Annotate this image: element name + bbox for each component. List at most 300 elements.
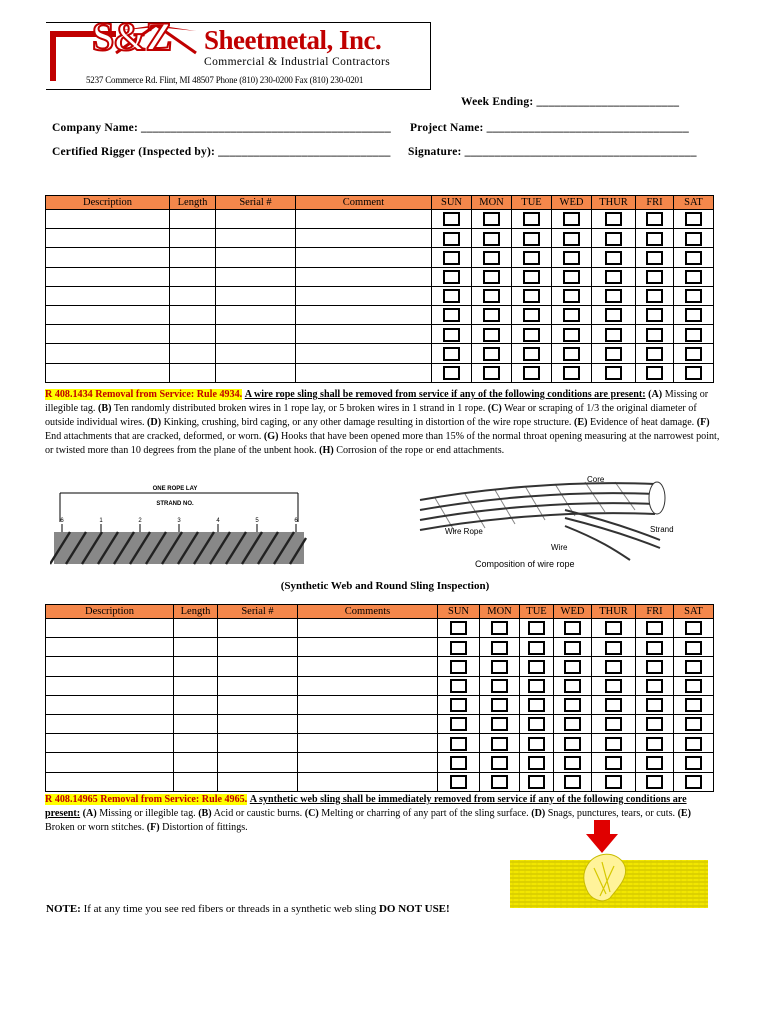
- day-checkbox[interactable]: [528, 698, 545, 712]
- day-check-cell[interactable]: [552, 305, 592, 324]
- day-checkbox[interactable]: [523, 289, 540, 303]
- day-checkbox[interactable]: [563, 251, 580, 265]
- day-check-cell[interactable]: [592, 286, 636, 305]
- day-check-cell[interactable]: [674, 267, 714, 286]
- entry-cell[interactable]: [46, 286, 170, 305]
- day-checkbox[interactable]: [605, 251, 622, 265]
- day-check-cell[interactable]: [636, 267, 674, 286]
- day-check-cell[interactable]: [512, 229, 552, 248]
- entry-cell[interactable]: [218, 695, 298, 714]
- entry-cell[interactable]: [216, 248, 296, 267]
- day-check-cell[interactable]: [520, 772, 554, 791]
- day-checkbox[interactable]: [563, 308, 580, 322]
- entry-cell[interactable]: [296, 344, 432, 363]
- day-checkbox[interactable]: [605, 621, 622, 635]
- day-checkbox[interactable]: [563, 347, 580, 361]
- day-check-cell[interactable]: [674, 325, 714, 344]
- day-checkbox[interactable]: [646, 308, 663, 322]
- day-checkbox[interactable]: [443, 251, 460, 265]
- day-check-cell[interactable]: [554, 638, 592, 657]
- day-check-cell[interactable]: [552, 267, 592, 286]
- day-check-cell[interactable]: [592, 210, 636, 229]
- day-checkbox[interactable]: [564, 679, 581, 693]
- day-check-cell[interactable]: [438, 753, 480, 772]
- day-check-cell[interactable]: [636, 344, 674, 363]
- day-checkbox[interactable]: [646, 621, 663, 635]
- entry-cell[interactable]: [174, 619, 218, 638]
- day-checkbox[interactable]: [528, 717, 545, 731]
- entry-cell[interactable]: [46, 363, 170, 382]
- day-checkbox[interactable]: [443, 212, 460, 226]
- day-checkbox[interactable]: [450, 756, 467, 770]
- day-check-cell[interactable]: [592, 344, 636, 363]
- entry-cell[interactable]: [216, 363, 296, 382]
- day-check-cell[interactable]: [554, 695, 592, 714]
- day-checkbox[interactable]: [491, 641, 508, 655]
- entry-cell[interactable]: [218, 638, 298, 657]
- day-check-cell[interactable]: [480, 676, 520, 695]
- day-checkbox[interactable]: [450, 717, 467, 731]
- entry-cell[interactable]: [46, 753, 174, 772]
- day-check-cell[interactable]: [520, 695, 554, 714]
- day-checkbox[interactable]: [523, 347, 540, 361]
- day-check-cell[interactable]: [592, 638, 636, 657]
- day-check-cell[interactable]: [636, 772, 674, 791]
- day-check-cell[interactable]: [674, 695, 714, 714]
- day-checkbox[interactable]: [491, 717, 508, 731]
- day-checkbox[interactable]: [564, 737, 581, 751]
- entry-cell[interactable]: [298, 714, 438, 733]
- day-check-cell[interactable]: [438, 714, 480, 733]
- day-check-cell[interactable]: [592, 267, 636, 286]
- day-check-cell[interactable]: [432, 267, 472, 286]
- day-check-cell[interactable]: [592, 325, 636, 344]
- day-checkbox[interactable]: [450, 775, 467, 789]
- day-checkbox[interactable]: [685, 621, 702, 635]
- day-check-cell[interactable]: [592, 248, 636, 267]
- day-check-cell[interactable]: [554, 753, 592, 772]
- day-checkbox[interactable]: [450, 679, 467, 693]
- day-checkbox[interactable]: [523, 232, 540, 246]
- entry-cell[interactable]: [46, 676, 174, 695]
- day-check-cell[interactable]: [636, 229, 674, 248]
- company-name-field[interactable]: Company Name: __________________________________________: [52, 122, 391, 134]
- day-checkbox[interactable]: [528, 679, 545, 693]
- day-checkbox[interactable]: [491, 698, 508, 712]
- day-check-cell[interactable]: [674, 363, 714, 382]
- day-check-cell[interactable]: [636, 286, 674, 305]
- day-checkbox[interactable]: [483, 232, 500, 246]
- entry-cell[interactable]: [170, 267, 216, 286]
- day-checkbox[interactable]: [646, 270, 663, 284]
- day-checkbox[interactable]: [450, 737, 467, 751]
- day-checkbox[interactable]: [491, 621, 508, 635]
- day-check-cell[interactable]: [520, 638, 554, 657]
- day-check-cell[interactable]: [520, 734, 554, 753]
- day-checkbox[interactable]: [605, 737, 622, 751]
- day-check-cell[interactable]: [592, 676, 636, 695]
- day-checkbox[interactable]: [646, 756, 663, 770]
- day-checkbox[interactable]: [564, 775, 581, 789]
- day-check-cell[interactable]: [480, 619, 520, 638]
- entry-cell[interactable]: [218, 676, 298, 695]
- day-checkbox[interactable]: [685, 251, 702, 265]
- entry-cell[interactable]: [46, 267, 170, 286]
- day-checkbox[interactable]: [646, 232, 663, 246]
- day-check-cell[interactable]: [512, 286, 552, 305]
- day-check-cell[interactable]: [520, 753, 554, 772]
- day-checkbox[interactable]: [685, 717, 702, 731]
- day-checkbox[interactable]: [685, 756, 702, 770]
- day-checkbox[interactable]: [646, 641, 663, 655]
- day-checkbox[interactable]: [685, 641, 702, 655]
- entry-cell[interactable]: [170, 286, 216, 305]
- day-checkbox[interactable]: [523, 251, 540, 265]
- day-check-cell[interactable]: [472, 248, 512, 267]
- day-check-cell[interactable]: [438, 619, 480, 638]
- day-check-cell[interactable]: [674, 753, 714, 772]
- day-check-cell[interactable]: [636, 619, 674, 638]
- entry-cell[interactable]: [218, 714, 298, 733]
- day-check-cell[interactable]: [636, 695, 674, 714]
- day-check-cell[interactable]: [512, 344, 552, 363]
- day-checkbox[interactable]: [685, 289, 702, 303]
- entry-cell[interactable]: [46, 325, 170, 344]
- day-check-cell[interactable]: [554, 676, 592, 695]
- entry-cell[interactable]: [174, 714, 218, 733]
- day-checkbox[interactable]: [563, 232, 580, 246]
- day-check-cell[interactable]: [520, 657, 554, 676]
- day-checkbox[interactable]: [563, 289, 580, 303]
- day-check-cell[interactable]: [438, 676, 480, 695]
- day-checkbox[interactable]: [685, 212, 702, 226]
- day-checkbox[interactable]: [564, 660, 581, 674]
- day-checkbox[interactable]: [443, 270, 460, 284]
- day-checkbox[interactable]: [646, 251, 663, 265]
- day-checkbox[interactable]: [605, 698, 622, 712]
- entry-cell[interactable]: [46, 657, 174, 676]
- day-check-cell[interactable]: [636, 210, 674, 229]
- day-checkbox[interactable]: [646, 289, 663, 303]
- entry-cell[interactable]: [46, 305, 170, 324]
- day-checkbox[interactable]: [605, 270, 622, 284]
- day-checkbox[interactable]: [443, 308, 460, 322]
- day-check-cell[interactable]: [480, 657, 520, 676]
- day-check-cell[interactable]: [552, 344, 592, 363]
- day-checkbox[interactable]: [443, 366, 460, 380]
- entry-cell[interactable]: [170, 248, 216, 267]
- day-checkbox[interactable]: [491, 756, 508, 770]
- day-checkbox[interactable]: [646, 737, 663, 751]
- day-check-cell[interactable]: [674, 657, 714, 676]
- day-check-cell[interactable]: [636, 753, 674, 772]
- entry-cell[interactable]: [46, 734, 174, 753]
- entry-cell[interactable]: [216, 286, 296, 305]
- day-check-cell[interactable]: [592, 305, 636, 324]
- day-check-cell[interactable]: [592, 753, 636, 772]
- entry-cell[interactable]: [174, 734, 218, 753]
- day-check-cell[interactable]: [480, 638, 520, 657]
- entry-cell[interactable]: [216, 344, 296, 363]
- entry-cell[interactable]: [46, 638, 174, 657]
- entry-cell[interactable]: [46, 714, 174, 733]
- day-check-cell[interactable]: [472, 210, 512, 229]
- day-check-cell[interactable]: [472, 305, 512, 324]
- day-check-cell[interactable]: [438, 734, 480, 753]
- day-check-cell[interactable]: [432, 286, 472, 305]
- entry-cell[interactable]: [216, 229, 296, 248]
- day-checkbox[interactable]: [523, 366, 540, 380]
- day-checkbox[interactable]: [646, 660, 663, 674]
- day-checkbox[interactable]: [605, 717, 622, 731]
- entry-cell[interactable]: [296, 229, 432, 248]
- entry-cell[interactable]: [170, 344, 216, 363]
- entry-cell[interactable]: [218, 772, 298, 791]
- day-checkbox[interactable]: [563, 270, 580, 284]
- day-checkbox[interactable]: [528, 660, 545, 674]
- day-check-cell[interactable]: [472, 344, 512, 363]
- day-check-cell[interactable]: [512, 325, 552, 344]
- day-check-cell[interactable]: [554, 772, 592, 791]
- day-check-cell[interactable]: [636, 714, 674, 733]
- day-checkbox[interactable]: [685, 328, 702, 342]
- day-checkbox[interactable]: [483, 289, 500, 303]
- day-check-cell[interactable]: [480, 695, 520, 714]
- day-check-cell[interactable]: [438, 638, 480, 657]
- day-checkbox[interactable]: [491, 679, 508, 693]
- day-check-cell[interactable]: [636, 734, 674, 753]
- day-checkbox[interactable]: [483, 270, 500, 284]
- day-check-cell[interactable]: [636, 657, 674, 676]
- day-check-cell[interactable]: [552, 363, 592, 382]
- day-checkbox[interactable]: [443, 232, 460, 246]
- day-check-cell[interactable]: [512, 267, 552, 286]
- day-check-cell[interactable]: [674, 229, 714, 248]
- entry-cell[interactable]: [296, 248, 432, 267]
- day-checkbox[interactable]: [491, 775, 508, 789]
- day-check-cell[interactable]: [472, 267, 512, 286]
- day-check-cell[interactable]: [554, 657, 592, 676]
- day-check-cell[interactable]: [674, 638, 714, 657]
- day-checkbox[interactable]: [685, 232, 702, 246]
- day-checkbox[interactable]: [605, 347, 622, 361]
- day-checkbox[interactable]: [605, 756, 622, 770]
- day-checkbox[interactable]: [605, 232, 622, 246]
- day-checkbox[interactable]: [523, 212, 540, 226]
- day-check-cell[interactable]: [512, 210, 552, 229]
- entry-cell[interactable]: [298, 695, 438, 714]
- day-checkbox[interactable]: [523, 328, 540, 342]
- day-check-cell[interactable]: [520, 619, 554, 638]
- day-checkbox[interactable]: [685, 660, 702, 674]
- day-checkbox[interactable]: [564, 717, 581, 731]
- day-check-cell[interactable]: [592, 363, 636, 382]
- entry-cell[interactable]: [296, 305, 432, 324]
- day-checkbox[interactable]: [528, 737, 545, 751]
- day-check-cell[interactable]: [674, 714, 714, 733]
- entry-cell[interactable]: [216, 325, 296, 344]
- day-check-cell[interactable]: [552, 286, 592, 305]
- entry-cell[interactable]: [46, 344, 170, 363]
- entry-cell[interactable]: [218, 734, 298, 753]
- day-check-cell[interactable]: [592, 734, 636, 753]
- day-checkbox[interactable]: [605, 366, 622, 380]
- day-check-cell[interactable]: [432, 363, 472, 382]
- entry-cell[interactable]: [218, 657, 298, 676]
- day-checkbox[interactable]: [450, 641, 467, 655]
- day-check-cell[interactable]: [636, 363, 674, 382]
- signature-field[interactable]: Signature: _______________________________________: [408, 146, 697, 158]
- entry-cell[interactable]: [298, 638, 438, 657]
- entry-cell[interactable]: [298, 619, 438, 638]
- day-checkbox[interactable]: [564, 698, 581, 712]
- entry-cell[interactable]: [298, 772, 438, 791]
- entry-cell[interactable]: [46, 695, 174, 714]
- day-check-cell[interactable]: [438, 772, 480, 791]
- entry-cell[interactable]: [174, 695, 218, 714]
- day-checkbox[interactable]: [605, 679, 622, 693]
- day-checkbox[interactable]: [563, 212, 580, 226]
- entry-cell[interactable]: [296, 210, 432, 229]
- day-checkbox[interactable]: [528, 775, 545, 789]
- entry-cell[interactable]: [46, 229, 170, 248]
- entry-cell[interactable]: [218, 619, 298, 638]
- day-check-cell[interactable]: [674, 210, 714, 229]
- day-checkbox[interactable]: [563, 366, 580, 380]
- day-checkbox[interactable]: [646, 698, 663, 712]
- day-checkbox[interactable]: [605, 660, 622, 674]
- entry-cell[interactable]: [170, 325, 216, 344]
- day-checkbox[interactable]: [483, 251, 500, 265]
- day-check-cell[interactable]: [592, 714, 636, 733]
- day-check-cell[interactable]: [592, 772, 636, 791]
- day-checkbox[interactable]: [685, 698, 702, 712]
- day-check-cell[interactable]: [674, 248, 714, 267]
- day-checkbox[interactable]: [646, 366, 663, 380]
- day-checkbox[interactable]: [646, 775, 663, 789]
- day-check-cell[interactable]: [432, 210, 472, 229]
- day-checkbox[interactable]: [685, 679, 702, 693]
- entry-cell[interactable]: [296, 363, 432, 382]
- entry-cell[interactable]: [298, 657, 438, 676]
- day-check-cell[interactable]: [636, 676, 674, 695]
- entry-cell[interactable]: [298, 676, 438, 695]
- day-checkbox[interactable]: [605, 641, 622, 655]
- day-check-cell[interactable]: [472, 286, 512, 305]
- entry-cell[interactable]: [46, 210, 170, 229]
- day-checkbox[interactable]: [523, 270, 540, 284]
- entry-cell[interactable]: [296, 325, 432, 344]
- day-checkbox[interactable]: [491, 660, 508, 674]
- entry-cell[interactable]: [298, 734, 438, 753]
- day-checkbox[interactable]: [483, 347, 500, 361]
- entry-cell[interactable]: [170, 363, 216, 382]
- day-check-cell[interactable]: [674, 344, 714, 363]
- day-checkbox[interactable]: [483, 328, 500, 342]
- entry-cell[interactable]: [216, 305, 296, 324]
- day-check-cell[interactable]: [520, 714, 554, 733]
- day-check-cell[interactable]: [636, 325, 674, 344]
- day-check-cell[interactable]: [480, 714, 520, 733]
- day-check-cell[interactable]: [674, 772, 714, 791]
- day-check-cell[interactable]: [674, 676, 714, 695]
- day-checkbox[interactable]: [646, 347, 663, 361]
- entry-cell[interactable]: [46, 772, 174, 791]
- day-check-cell[interactable]: [432, 325, 472, 344]
- day-checkbox[interactable]: [483, 366, 500, 380]
- certified-rigger-field[interactable]: Certified Rigger (Inspected by): _____________________________: [52, 146, 391, 158]
- day-checkbox[interactable]: [685, 775, 702, 789]
- project-name-field[interactable]: Project Name: __________________________________: [410, 122, 689, 134]
- day-check-cell[interactable]: [520, 676, 554, 695]
- day-check-cell[interactable]: [432, 229, 472, 248]
- day-check-cell[interactable]: [552, 325, 592, 344]
- day-check-cell[interactable]: [552, 210, 592, 229]
- day-checkbox[interactable]: [528, 621, 545, 635]
- day-checkbox[interactable]: [443, 328, 460, 342]
- day-checkbox[interactable]: [528, 641, 545, 655]
- day-checkbox[interactable]: [685, 270, 702, 284]
- day-checkbox[interactable]: [685, 347, 702, 361]
- entry-cell[interactable]: [46, 248, 170, 267]
- entry-cell[interactable]: [170, 210, 216, 229]
- day-check-cell[interactable]: [480, 734, 520, 753]
- day-checkbox[interactable]: [605, 289, 622, 303]
- day-check-cell[interactable]: [512, 363, 552, 382]
- day-checkbox[interactable]: [564, 756, 581, 770]
- day-check-cell[interactable]: [636, 248, 674, 267]
- day-check-cell[interactable]: [480, 753, 520, 772]
- day-check-cell[interactable]: [432, 305, 472, 324]
- day-checkbox[interactable]: [605, 328, 622, 342]
- entry-cell[interactable]: [174, 638, 218, 657]
- entry-cell[interactable]: [296, 286, 432, 305]
- day-check-cell[interactable]: [592, 229, 636, 248]
- day-check-cell[interactable]: [592, 657, 636, 676]
- day-check-cell[interactable]: [432, 248, 472, 267]
- day-check-cell[interactable]: [554, 619, 592, 638]
- day-check-cell[interactable]: [472, 229, 512, 248]
- day-checkbox[interactable]: [450, 698, 467, 712]
- entry-cell[interactable]: [216, 210, 296, 229]
- day-checkbox[interactable]: [483, 308, 500, 322]
- day-check-cell[interactable]: [472, 325, 512, 344]
- entry-cell[interactable]: [174, 657, 218, 676]
- day-checkbox[interactable]: [564, 621, 581, 635]
- day-checkbox[interactable]: [646, 328, 663, 342]
- day-checkbox[interactable]: [523, 308, 540, 322]
- day-check-cell[interactable]: [636, 305, 674, 324]
- day-check-cell[interactable]: [674, 305, 714, 324]
- day-check-cell[interactable]: [554, 734, 592, 753]
- entry-cell[interactable]: [174, 676, 218, 695]
- day-check-cell[interactable]: [552, 248, 592, 267]
- day-checkbox[interactable]: [443, 347, 460, 361]
- day-check-cell[interactable]: [636, 638, 674, 657]
- day-check-cell[interactable]: [512, 248, 552, 267]
- day-check-cell[interactable]: [512, 305, 552, 324]
- day-checkbox[interactable]: [685, 366, 702, 380]
- entry-cell[interactable]: [296, 267, 432, 286]
- entry-cell[interactable]: [174, 772, 218, 791]
- day-checkbox[interactable]: [646, 679, 663, 693]
- day-checkbox[interactable]: [605, 775, 622, 789]
- entry-cell[interactable]: [170, 229, 216, 248]
- day-checkbox[interactable]: [685, 737, 702, 751]
- day-check-cell[interactable]: [438, 657, 480, 676]
- day-check-cell[interactable]: [480, 772, 520, 791]
- day-checkbox[interactable]: [443, 289, 460, 303]
